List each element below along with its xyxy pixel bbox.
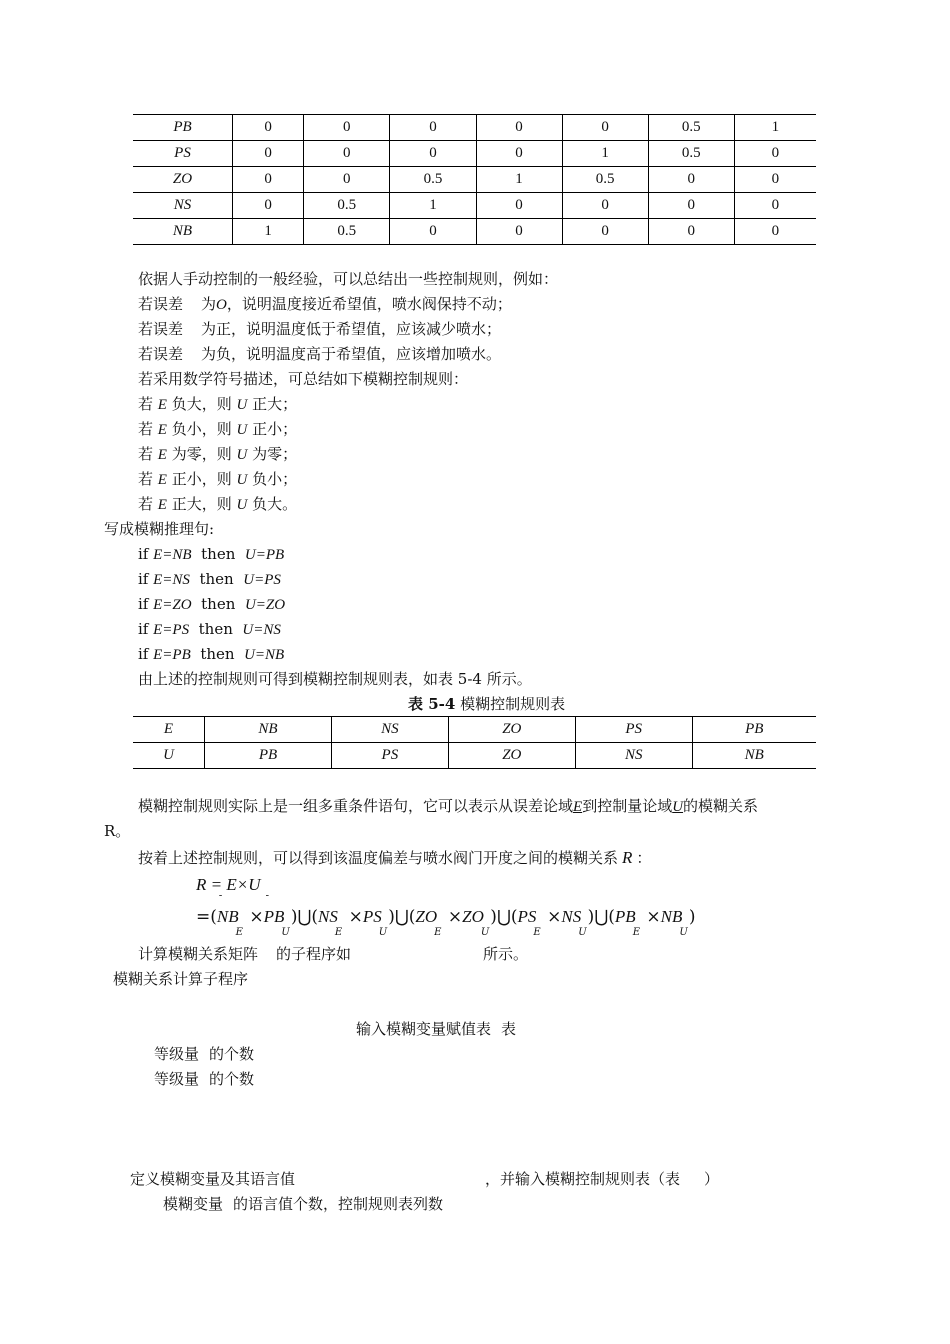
table-cell: 0 xyxy=(233,193,304,219)
equation-R: R = E×U xyxy=(196,875,261,894)
if-keyword: if xyxy=(138,620,149,638)
table-cell: 0 xyxy=(476,141,562,167)
then-keyword: then xyxy=(199,570,234,588)
rule-table-cell: PB xyxy=(204,743,331,769)
table-cell: 0 xyxy=(562,115,648,141)
rule-table-header-cell: NS xyxy=(332,717,449,743)
if-keyword: if xyxy=(138,545,149,563)
table-cell: 0 xyxy=(233,167,304,193)
table-cell: 0 xyxy=(562,193,648,219)
sub-e: E xyxy=(434,927,442,938)
union-symbol: ⋃ xyxy=(496,907,511,927)
table-cell: 1 xyxy=(233,219,304,245)
table-cell: 0 xyxy=(390,141,476,167)
table-cell: 1 xyxy=(390,193,476,219)
rule-table-cell: NB xyxy=(692,743,816,769)
times-symbol: × xyxy=(646,907,661,927)
inference-heading: 写成模糊推理句: xyxy=(104,520,215,538)
rule-positive-line: 若误差 为正，说明温度低于希望值，应该减少喷水； xyxy=(138,320,502,338)
rule-condition: E=NB xyxy=(153,547,192,563)
rule-conclusion: U=NB xyxy=(244,647,285,663)
term-b: ZO xyxy=(462,907,484,926)
term-b: NB xyxy=(660,907,683,926)
term-b: PS xyxy=(362,907,382,926)
times-symbol: × xyxy=(348,907,363,927)
rule-zero-line: 若误差 为O，说明温度接近希望值，喷水阀保持不动； xyxy=(138,295,512,313)
rule-table-cell: ZO xyxy=(448,743,575,769)
rule-table-header-cell: PB xyxy=(692,717,816,743)
times-symbol: × xyxy=(547,907,562,927)
term-a: ZO xyxy=(415,907,438,926)
sub-e: E xyxy=(632,927,640,938)
table-cell: 0 xyxy=(304,167,390,193)
table-cell: 0.5 xyxy=(304,193,390,219)
table-cell: 0 xyxy=(734,167,816,193)
table-cell: 0 xyxy=(304,115,390,141)
if-keyword: if xyxy=(138,645,149,663)
sub-u: U xyxy=(378,927,388,938)
rule-conclusion: U=NS xyxy=(242,622,281,638)
variable-count-line: 模糊变量 的语言值个数，控制规则表列数 xyxy=(163,1195,444,1213)
rule-table xyxy=(133,716,816,769)
table-cell: 0 xyxy=(390,219,476,245)
table-cell: 0 xyxy=(734,219,816,245)
symbol-rule-5: 若 E 正大，则 U 负大。 xyxy=(138,495,298,513)
table-cell: 0.5 xyxy=(562,167,648,193)
rule-condition: E=PB xyxy=(153,647,191,663)
symbol-rule-3: 若 E 为零，则 U 为零； xyxy=(138,445,298,463)
table-cell: 1 xyxy=(476,167,562,193)
membership-row-nb xyxy=(133,219,816,245)
relation-paragraph: 模糊控制规则实际上是一组多重条件语句，它可以表示从误差论域E到控制量论域U的模糊关系 xyxy=(138,797,759,815)
times-symbol: × xyxy=(249,907,264,927)
table-cell: 1 xyxy=(734,115,816,141)
rule-table-header-cell: ZO xyxy=(448,717,575,743)
union-symbol: ⋃ xyxy=(394,907,409,927)
table-cell: 0 xyxy=(390,115,476,141)
membership-row-ps xyxy=(133,141,816,167)
union-symbol: ⋃ xyxy=(297,907,312,927)
table-cell: 0.5 xyxy=(390,167,476,193)
then-keyword: then xyxy=(200,645,235,663)
rule-table-intro: 由上述的控制规则可得到模糊控制规则表，如表 5-4 所示。 xyxy=(138,670,532,688)
rule-table-cell: NS xyxy=(575,743,692,769)
relation-R-paragraph: 按着上述控制规则，可以得到该温度偏差与喷水阀门开度之间的模糊关系 R ： xyxy=(138,848,652,867)
intro-paragraph: 依据人手动控制的一般经验，可以总结出一些控制规则，例如： xyxy=(138,270,559,288)
rule-condition: E=PS xyxy=(153,622,190,638)
table-cell: 0 xyxy=(233,141,304,167)
sub-u: U xyxy=(578,927,587,938)
table-cell: 0.5 xyxy=(648,141,734,167)
rule-conclusion: U=PS xyxy=(243,572,281,588)
rule-conclusion: U=ZO xyxy=(244,597,286,613)
rule-table-header-cell: PS xyxy=(575,717,692,743)
if-keyword: if xyxy=(138,570,149,588)
table-cell: 0 xyxy=(304,141,390,167)
table-cell: 0.5 xyxy=(304,219,390,245)
table-cell: 1 xyxy=(562,141,648,167)
table-cell: 0 xyxy=(476,219,562,245)
symbol-rule-1: 若 E 负大，则 U 正大； xyxy=(138,395,298,413)
sub-e: E xyxy=(334,927,343,938)
row-label: PB xyxy=(173,119,192,135)
membership-row-zo xyxy=(133,167,816,193)
sub-e: E xyxy=(235,927,243,938)
rule-table-cell: PS xyxy=(332,743,449,769)
row-label: ZO xyxy=(133,167,233,193)
inference-rule xyxy=(138,647,284,663)
equals-sign: = xyxy=(196,907,211,927)
table-cell: 0 xyxy=(648,167,734,193)
rule-table-header-cell: NB xyxy=(204,717,331,743)
relation-paragraph-end: R。 xyxy=(104,822,131,840)
sub-u: U xyxy=(281,927,290,938)
symbol-rule-2: 若 E 负小，则 U 正小； xyxy=(138,420,298,438)
table-cell: 0 xyxy=(562,219,648,245)
term-a: PB xyxy=(614,907,636,926)
table-cell: 0 xyxy=(648,219,734,245)
membership-row-ns xyxy=(133,193,816,219)
then-keyword: then xyxy=(201,545,236,563)
math-description-line: 若采用数学符号描述，可总结如下模糊控制规则： xyxy=(138,370,469,388)
then-keyword: then xyxy=(201,595,236,613)
level-count-2: 等级量 的个数 xyxy=(154,1070,255,1088)
rule-table-caption: 表 5-4 模糊控制规则表 xyxy=(408,695,566,713)
sub-u: U xyxy=(480,927,490,938)
table-cell: 0 xyxy=(734,141,816,167)
table-cell: 0 xyxy=(648,193,734,219)
table-cell: 0 xyxy=(734,193,816,219)
term-b: NS xyxy=(561,907,582,926)
rule-table-cell: U xyxy=(133,743,204,769)
define-variable-line: 定义模糊变量及其语言值 ，并输入模糊控制规则表（表 ） xyxy=(130,1170,720,1188)
membership-row-pb xyxy=(133,115,816,141)
inference-rule xyxy=(138,572,281,588)
rule-negative-line: 若误差 为负，说明温度高于希望值，应该增加喷水。 xyxy=(138,345,502,363)
row-label: PS xyxy=(133,141,233,167)
subroutine-paragraph: 计算模糊关系矩阵 的子程序如 所示。 xyxy=(138,945,529,963)
inference-rule xyxy=(138,547,284,563)
membership-table xyxy=(133,114,816,245)
table-cell: 0.5 xyxy=(648,115,734,141)
inference-rule xyxy=(138,622,281,638)
table-cell: 0 xyxy=(233,115,304,141)
union-symbol: ⋃ xyxy=(594,907,609,927)
row-label: NS xyxy=(133,193,233,219)
rule-table-u-row xyxy=(133,743,816,769)
table-cell: 0 xyxy=(476,193,562,219)
symbol-rule-4: 若 E 正小，则 U 负小； xyxy=(138,470,298,488)
sub-e: E xyxy=(533,927,541,938)
row-label: NB xyxy=(133,219,233,245)
term-a: PS xyxy=(517,907,537,926)
if-keyword: if xyxy=(138,595,149,613)
term-a: - NB xyxy=(217,907,239,926)
term-a: NS xyxy=(318,907,338,926)
inference-rule xyxy=(138,597,285,613)
rule-table-header-row xyxy=(133,717,816,743)
level-count-1: 等级量 的个数 xyxy=(154,1045,255,1063)
rule-condition: E=NS xyxy=(153,572,190,588)
sub-u: U xyxy=(679,927,688,938)
rule-condition: E=ZO xyxy=(153,597,192,613)
input-table-label: 输入模糊变量赋值表 表 xyxy=(356,1020,517,1038)
equation-R-expansion: =(- $NB_E$ ×- $PB_U)⋃(NS_E$ $\times PS_U)⋃(ZO_E$ $\times ZO_U)⋃(PS_E$ $\times NS_U)⋃(PB_E \times NB_U)$ xyxy=(196,908,695,926)
times-symbol: × xyxy=(447,907,463,927)
table-cell: 0 xyxy=(476,115,562,141)
subroutine-title: 模糊关系计算子程序 xyxy=(113,970,249,988)
rule-conclusion: U=PB xyxy=(244,547,285,563)
rule-table-header-cell: E xyxy=(163,721,174,737)
term-b: - PB xyxy=(264,907,285,926)
then-keyword: then xyxy=(198,620,233,638)
